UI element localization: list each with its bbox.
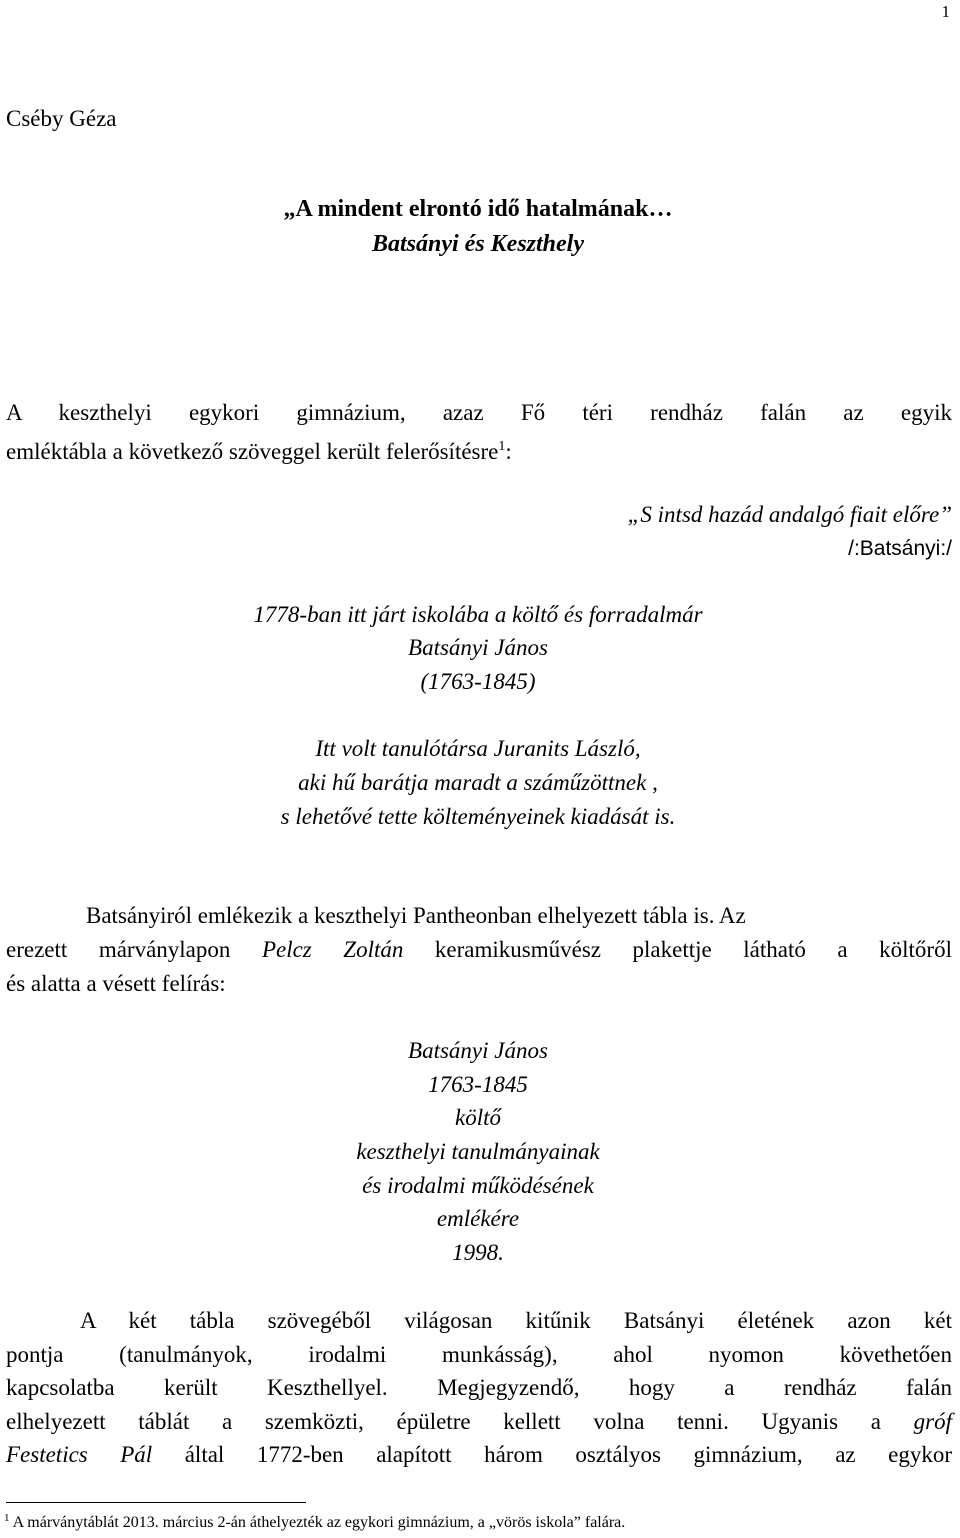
artist-name: Pelcz Zoltán bbox=[261, 937, 404, 962]
para3-line-1: A két tábla szövegéből világosan kitűnik Batsányi életének azon két bbox=[80, 1308, 952, 1333]
title-line-2: Batsányi és Keszthely bbox=[371, 231, 584, 257]
plaque2-line: emlékére bbox=[436, 1206, 520, 1231]
para2-line-2 bbox=[6, 933, 952, 967]
footnote-ref-1: 1 bbox=[498, 439, 506, 454]
plaque1-line: Itt volt tanulótársa Juranits László, bbox=[315, 736, 641, 761]
plaque1-line: (1763-1845) bbox=[420, 669, 536, 694]
plaque1-line: 1778-ban itt járt iskolába a költő és forradalmár bbox=[253, 602, 703, 627]
intro-line-2 bbox=[6, 430, 512, 469]
plaque2-line: Batsányi János bbox=[408, 1038, 548, 1063]
para3-line-5-post: által 1772-ben alapított három osztályos gimnázium, az egykor bbox=[184, 1442, 952, 1467]
para2-line-3: és alatta a vésett felírás: bbox=[6, 971, 226, 996]
intro-line-2-end: : bbox=[505, 439, 512, 464]
author-name: Cséby Géza bbox=[6, 106, 117, 131]
para3-line-5 bbox=[6, 1438, 952, 1472]
para2-line-2-post: keramikusművész plakettje látható a költőről bbox=[434, 937, 952, 962]
plaque1-quote: „S intsd hazád andalgó fiait előre” bbox=[627, 502, 952, 527]
plaque1-signature: /:Batsányi:/ bbox=[848, 537, 952, 560]
page-number: 1 bbox=[941, 2, 950, 21]
title-grof: gróf bbox=[913, 1409, 952, 1434]
intro-line-2-text: emléktábla a következő szöveggel került felerősítésre bbox=[6, 439, 499, 464]
para3-line-3: kapcsolatba került Keszthellyel. Megjegyzendő, hogy a rendház falán bbox=[6, 1375, 952, 1400]
footnote bbox=[4, 1512, 625, 1532]
footnote-marker: 1 bbox=[4, 1512, 10, 1524]
plaque2-line: és irodalmi működésének bbox=[362, 1173, 594, 1198]
footnote-separator bbox=[6, 1502, 306, 1503]
para2-line-2-pre: erezett márványlapon bbox=[6, 937, 231, 962]
plaque1-line: Batsányi János bbox=[408, 635, 548, 660]
person-festetics: Festetics Pál bbox=[6, 1442, 153, 1467]
para3-line-2: pontja (tanulmányok, irodalmi munkásság), ahol nyomon követhetően bbox=[6, 1342, 952, 1367]
intro-line-1: A keszthelyi egykori gimnázium, azaz Fő téri rendház falán az egyik bbox=[6, 400, 952, 425]
plaque1-line: aki hű barátja maradt a száműzöttnek , bbox=[298, 770, 658, 795]
title-line-1: „A mindent elrontó idő hatalmának… bbox=[283, 196, 673, 222]
footnote-text: A márványtáblát 2013. március 2-án áthelyezték az egykori gimnázium, a „vörös iskola” falára. bbox=[9, 1514, 626, 1531]
para2-line-1: Batsányiról emlékezik a keszthelyi Pantheonban elhelyezett tábla is. Az bbox=[86, 903, 746, 928]
plaque2-line: keszthelyi tanulmányainak bbox=[356, 1139, 600, 1164]
para3-line-4 bbox=[6, 1405, 952, 1439]
plaque2-line: költő bbox=[455, 1105, 501, 1130]
plaque1-line: s lehetővé tette költeményeinek kiadását is. bbox=[280, 804, 676, 829]
plaque2-line: 1763-1845 bbox=[428, 1072, 528, 1097]
plaque2-line: 1998. bbox=[452, 1240, 504, 1265]
para3-line-4-text: elhelyezett táblát a szemközti, épületre kellett volna tenni. Ugyanis a bbox=[6, 1409, 881, 1434]
